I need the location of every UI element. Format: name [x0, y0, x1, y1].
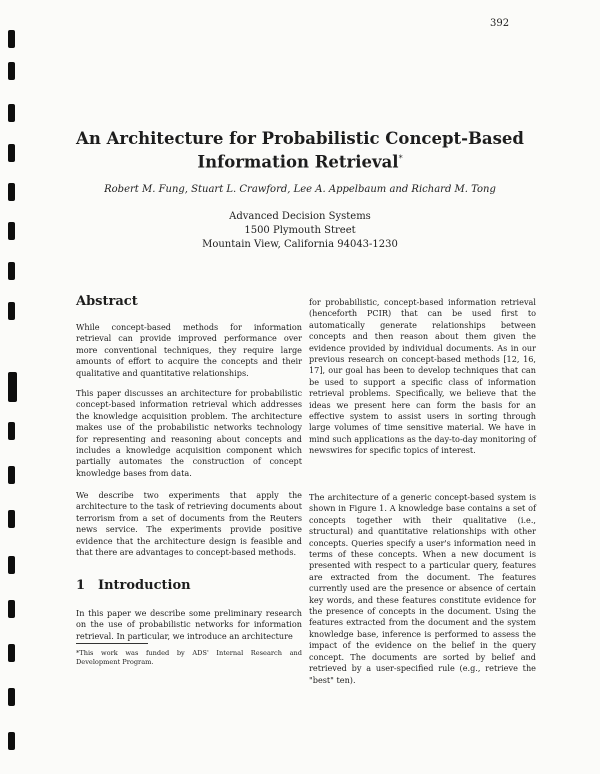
abstract-paragraph-2: This paper discusses an architecture for probabilistic concept-based information retrieval which addresses the knowledge acquisition problem. The architecture makes use of the probabilistic networks technology for representing and reasoning about concepts and includes a knowledge acquisition component which partially automates the construction of concept knowledge bases from data.	[76, 388, 302, 478]
page-number: 392	[490, 18, 510, 29]
abstract-paragraph-3: We describe two experiments that apply the architecture to the task of retrieving documents about terrorism from a set of documents from the Reuters news service. The experiments provide positive evidence that the architecture design is feasible and that there are advantages to concept-based methods.	[76, 490, 302, 558]
footnote-rule	[76, 643, 148, 644]
affiliation-city: Mountain View, California 94043-1230	[202, 239, 398, 250]
body-paragraph-1: for probabilistic, concept-based information retrieval (henceforth PCIR) that can be used first to automatically generate relationships between concepts and then reason about them given the evidence provided by individual documents. As in our previous research on concept-based methods [12, 16, 17], our goal has been to develop techniques that can be used to support a specific class of information retrieval problems. Specifically, we believe that the ideas we present here can form the basis for an effective system to assist users in sorting through large volumes of time sensitive material. We have in mind such applications as the day-to-day monitoring of newswires for specific topics of interest.	[309, 297, 536, 456]
affiliation	[150, 210, 450, 252]
abstract-paragraph-1: While concept-based methods for information retrieval can provide improved performance over more conventional techniques, they require large amounts of effort to acquire the concepts and their qualitative and quantitative relationships.	[76, 322, 302, 378]
section-number: 1	[76, 578, 86, 593]
section-title: Introduction	[98, 578, 191, 593]
binder-holes	[8, 0, 18, 774]
affiliation-org: Advanced Decision Systems	[229, 211, 371, 222]
abstract-heading: Abstract	[76, 294, 138, 309]
paper-title	[60, 129, 540, 173]
author-list: Robert M. Fung, Stuart L. Crawford, Lee A. Appelbaum and Richard M. Tong	[104, 184, 496, 195]
funding-footnote: *This work was funded by ADS' Internal Research and Development Program.	[76, 649, 302, 666]
introduction-paragraph-1: In this paper we describe some preliminary research on the use of probabilistic networks for information retrieval. In particular, we introduce an architecture	[76, 608, 302, 641]
body-paragraph-2: The architecture of a generic concept-based system is shown in Figure 1. A knowledge base contains a set of concepts together with their qualitative (i.e., structural) and quantitative relationships with other concepts. Queries specify a user's information need in terms of these concepts. When a new document is presented with respect to a particular query, features are extracted from the document. The features currently used are the presence or absence of certain key words, and these features constitute evidence for the presence of concepts in the document. Using the features extracted from the document and the system knowledge base, inference is performed to assess the impact of the evidence on the belief in the query concept. The documents are sorted by belief and retrieved by a user-specified rule (e.g., retrieve the "best" ten).	[309, 492, 536, 685]
title-line-2: Information Retrieval	[197, 152, 399, 172]
title-footnote-mark: *	[398, 154, 403, 163]
title-line-1: An Architecture for Probabilistic Concept-Based	[76, 129, 524, 148]
introduction-heading	[76, 580, 191, 591]
affiliation-street: 1500 Plymouth Street	[244, 225, 356, 236]
